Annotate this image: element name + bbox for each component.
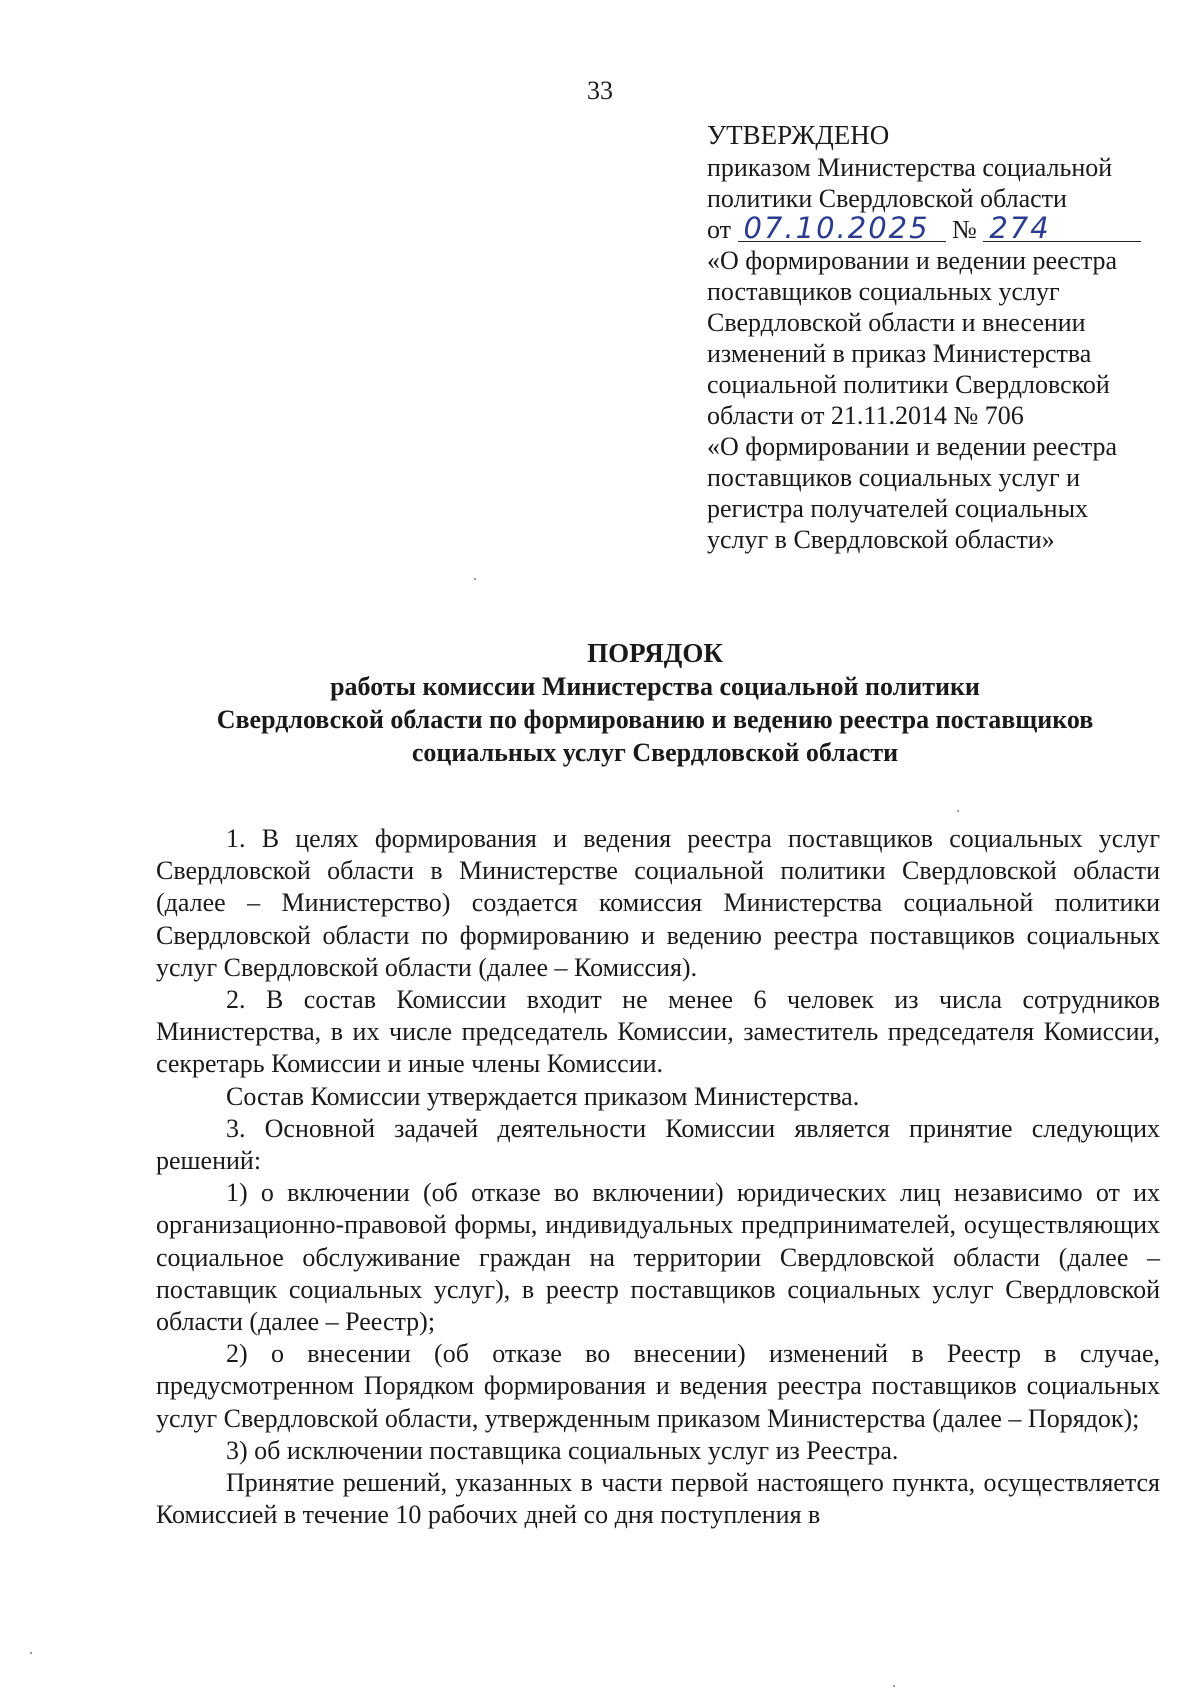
paragraph: Состав Комиссии утверждается приказом Министерства. — [226, 1081, 860, 1111]
document-body — [156, 823, 1160, 1531]
order-title-line: Свердловской области и внесении — [707, 308, 1086, 337]
order-title-line: «О формировании и ведении реестра — [707, 246, 1118, 275]
scan-speck — [30, 1652, 32, 1654]
scan-speck — [893, 1685, 895, 1687]
order-title-line: области от 21.11.2014 № 706 — [707, 401, 1024, 430]
order-title-line: услуг в Свердловской области» — [707, 525, 1055, 554]
scan-speck — [957, 810, 959, 812]
date-prefix: от — [707, 215, 732, 244]
scan-speck — [474, 578, 476, 580]
order-title-line: поставщиков социальных услуг — [707, 277, 1060, 306]
paragraph: 1. В целях формирования и ведения реестра поставщиков социальных услуг Свердловской области в Министерстве социальной политики Свердловской области (далее – Министерство) создается комиссия Министерства социальной политики Свердловской области по формированию и ведению реестра поставщиков социальных услуг Свердловской области (далее – Комиссия). — [156, 824, 1160, 982]
approval-order-line: приказом Министерства социальной — [707, 153, 1113, 182]
order-title-line: регистра получателей социальных — [707, 494, 1089, 523]
paragraph: 3. Основной задачей деятельности Комиссии является принятие следующих решений: — [156, 1113, 1160, 1176]
document-subtitle-line: социальных услуг Свердловской области — [411, 738, 899, 767]
paragraph: Принятие решений, указанных в части первой настоящего пункта, осуществляется Комиссией в течение 10 рабочих дней со дня поступления в — [156, 1468, 1160, 1530]
document-title-block — [150, 636, 1160, 769]
order-reference — [707, 211, 1167, 245]
paragraph: 2) о внесении (об отказе во внесении) изменений в Реестр в случае, предусмотренном Порядком формирования и ведения реестра поставщиков социальных услуг Свердловской области, утвержденным приказом Министерства (далее – Порядок); — [156, 1339, 1160, 1433]
approval-order-line: политики Свердловской области — [707, 184, 1067, 213]
number-sign: № — [952, 215, 977, 244]
handwritten-date: 07.10.2025 — [738, 215, 946, 242]
page-number: 33 — [587, 76, 613, 105]
paragraph: 2. В состав Комиссии входит не менее 6 человек из числа сотрудников Министерства, в их числе председатель Комиссии, заместитель председателя Комиссии, секретарь Комиссии и иные члены Комиссии. — [156, 985, 1160, 1079]
document-subtitle-line: Свердловской области по формированию и ведению реестра поставщиков — [216, 705, 1094, 734]
order-title-line: «О формировании и ведении реестра — [707, 432, 1118, 461]
approval-heading: УТВЕРЖДЕНО — [707, 120, 890, 150]
document-title: ПОРЯДОК — [587, 638, 723, 668]
order-title-line: изменений в приказ Министерства — [707, 339, 1092, 368]
handwritten-number: 274 — [983, 215, 1141, 242]
document-subtitle-line: работы комиссии Министерства социальной политики — [330, 672, 980, 701]
paragraph: 3) об исключении поставщика социальных услуг из Реестра. — [226, 1435, 899, 1465]
paragraph: 1) о включении (об отказе во включении) юридических лиц независимо от их организационно-правовой формы, индивидуальных предпринимателей, осуществляющих социальное обслуживание граждан на территории Свердловской области (далее – поставщик социальных услуг), в реестр поставщиков социальных услуг Свердловской области (далее – Реестр); — [156, 1178, 1160, 1337]
approval-block — [707, 118, 1167, 555]
order-title-line: социальной политики Свердловской — [707, 370, 1110, 399]
order-title-line: поставщиков социальных услуг и — [707, 463, 1081, 492]
